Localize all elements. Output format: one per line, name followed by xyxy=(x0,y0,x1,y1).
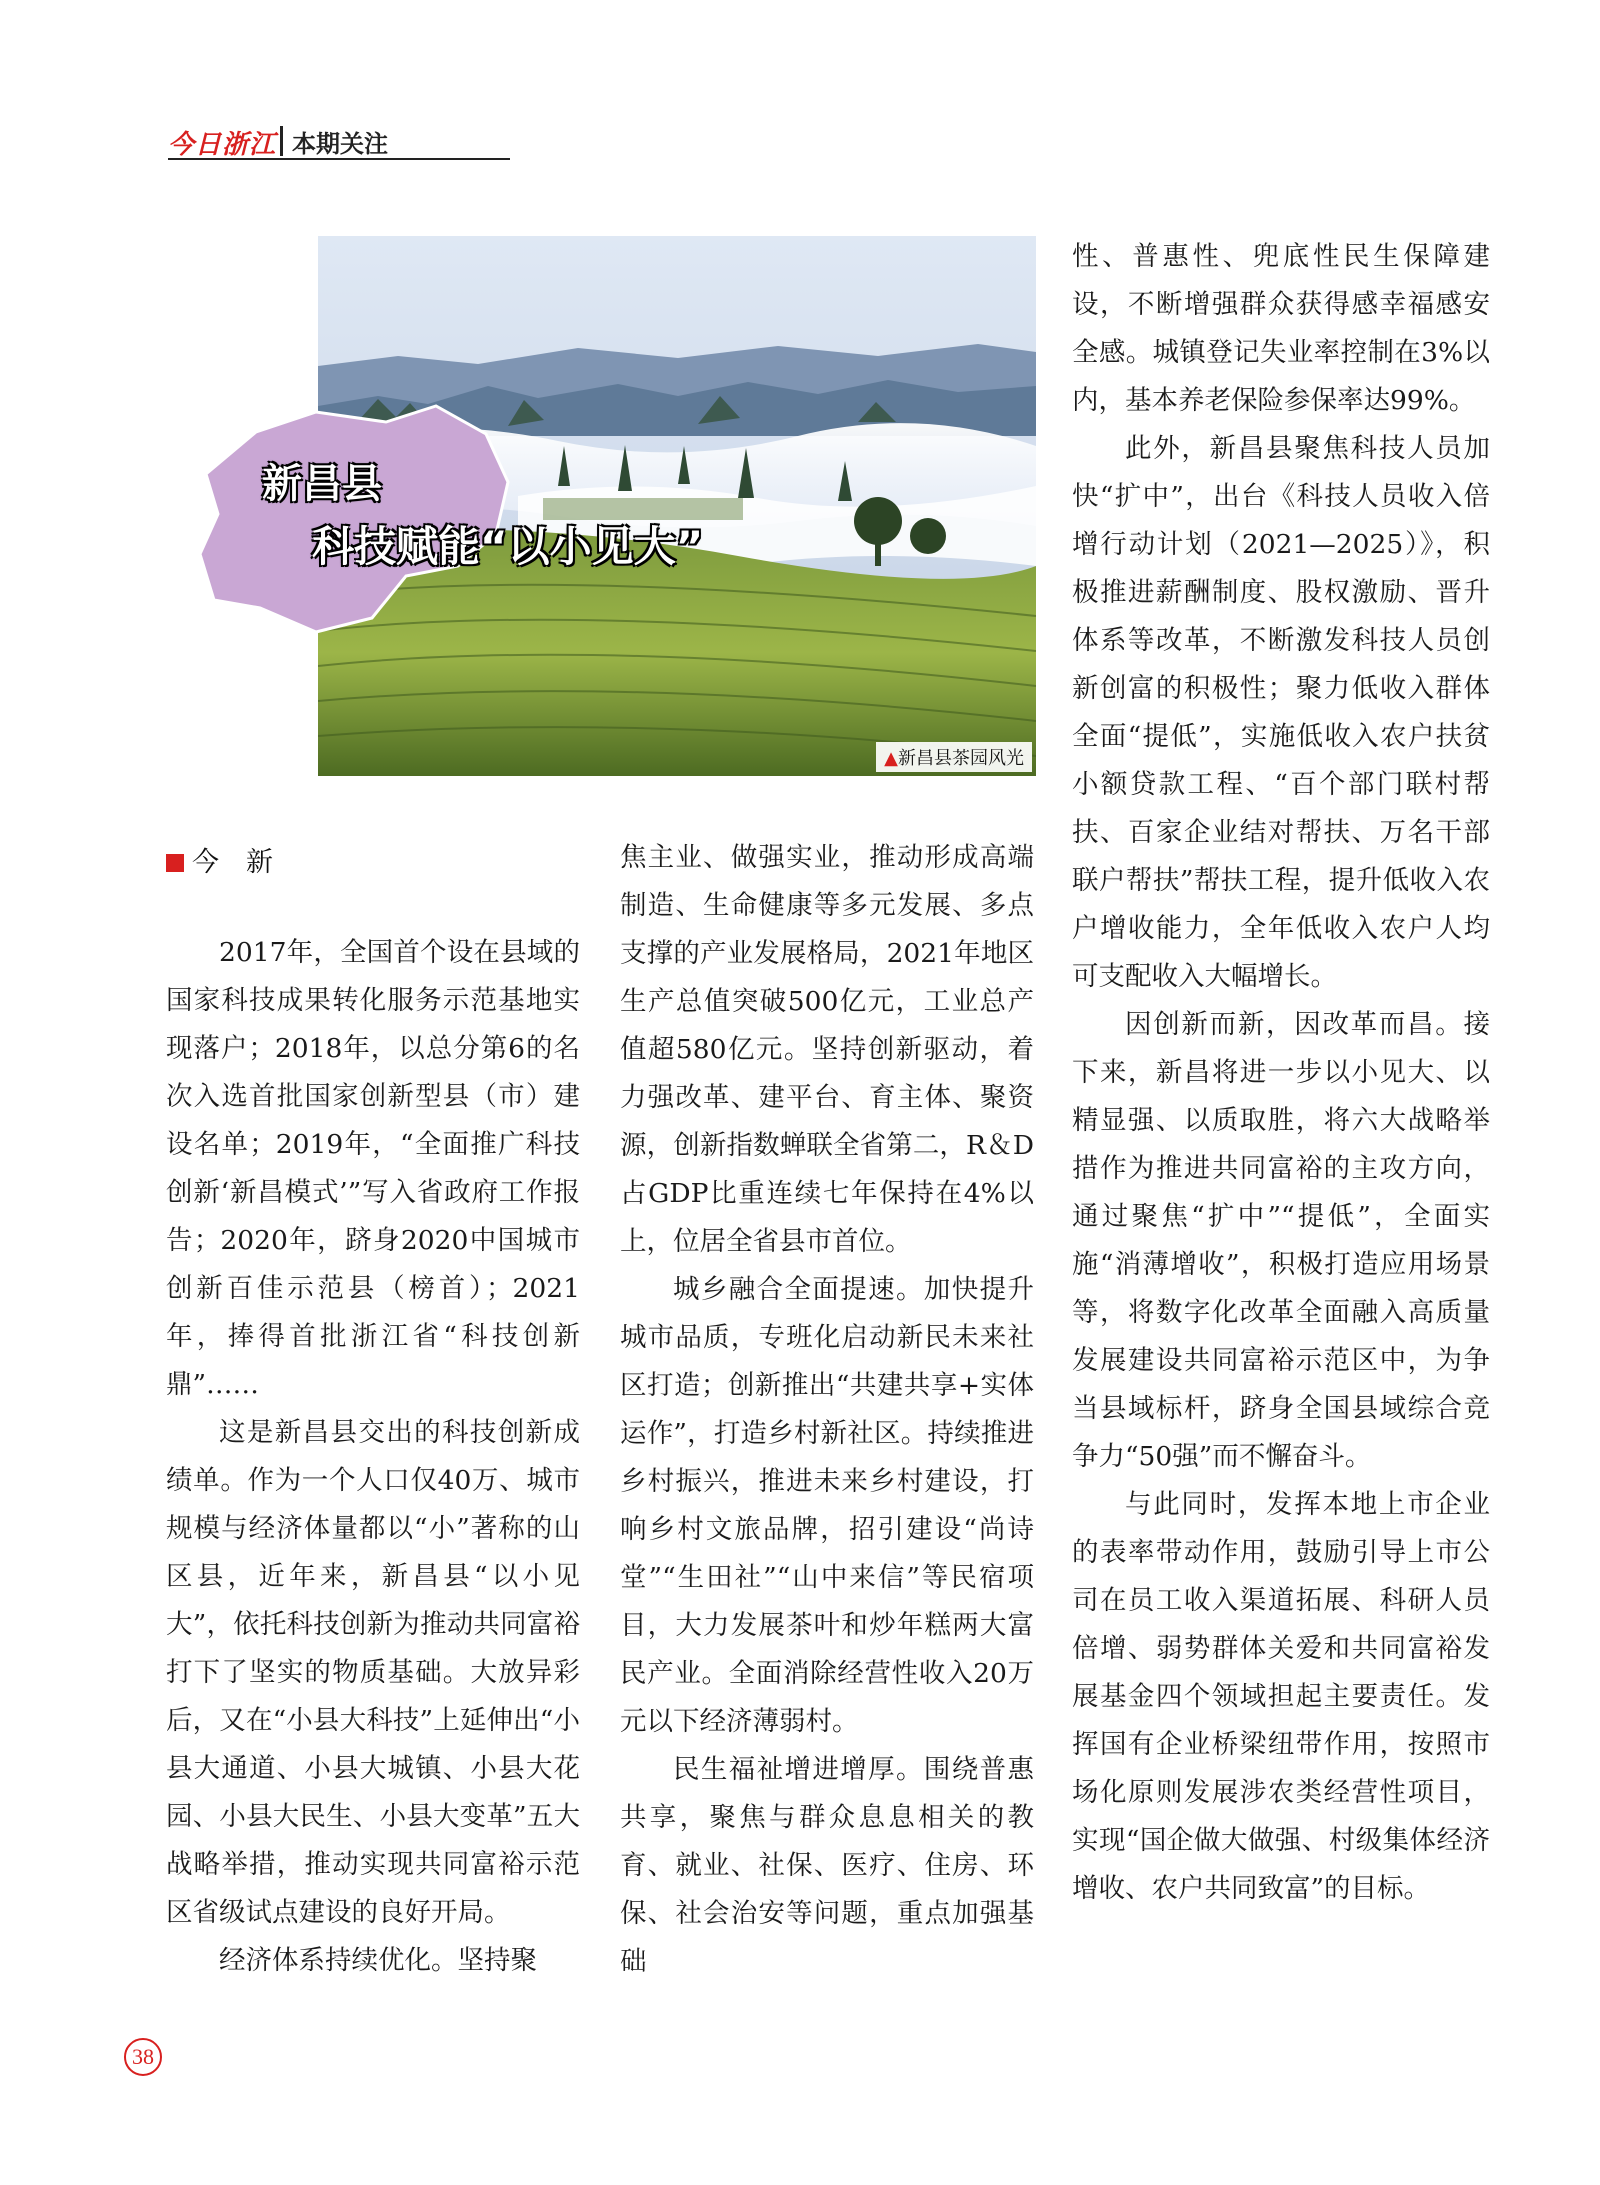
article-column-2 xyxy=(620,834,1034,1986)
paragraph: 此外，新昌县聚焦科技人员加快“扩中”，出台《科技人员收入倍增行动计划（2021—2025）》，积极推进薪酬制度、股权激励、晋升体系等改革，不断激发科技人员创新创富的积极性；聚力低收入群体全面“提低”，实施低收入农户扶贫小额贷款工程、“百个部门联村帮扶、百家企业结对帮扶、万名干部联户帮扶”帮扶工程，提升低收入农户增收能力，全年低收入农户人均可支配收入大幅增长。 xyxy=(1072,433,1490,992)
subheading-lead: 城乡融合全面提速。 xyxy=(673,1274,924,1305)
page-header xyxy=(168,124,510,160)
photo-caption xyxy=(876,742,1032,772)
header-divider xyxy=(280,126,283,156)
magazine-logo: 今日浙江 xyxy=(168,130,277,160)
headline-subtitle: 科技赋能“以小见大” xyxy=(312,522,704,571)
caption-text: 新昌县茶园风光 xyxy=(898,748,1024,769)
paragraph: 性、普惠性、兜底性民生保障建设，不断增强群众获得感幸福感安全感。城镇登记失业率控制在3%以内，基本养老保险参保率达99%。 xyxy=(1072,241,1490,416)
paragraph: 因创新而新，因改革而昌。接下来，新昌将进一步以小见大、以精显强、以质取胜，将六大战略举措作为推进共同富裕的主攻方向，通过聚焦“扩中”“提低”，全面实施“消薄增收”，积极打造应用场景等，将数字化改革全面融入高质量发展建设共同富裕示范区中，为争当县域标杆，跻身全国县域综合竞争力“50强”而不懈奋斗。 xyxy=(1072,1009,1490,1472)
caption-marker: ▲ xyxy=(884,748,898,769)
page-number: 38 xyxy=(124,2038,162,2076)
paragraph: 经济体系持续优化。坚持聚 xyxy=(219,1945,537,1976)
paragraph: 2017年，全国首个设在县域的国家科技成果转化服务示范基地实现落户；2018年，以总分第6的名次入选首批国家创新型县（市）建设名单；2019年，“全面推广科技创新‘新昌模式’”写入省政府工作报告；2020年，跻身2020中国城市创新百佳示范县（榜首）；2021年，捧得首批浙江省“科技创新鼎”…… xyxy=(166,937,580,1400)
article-column-3 xyxy=(1072,233,1490,1913)
paragraph: 民生福祉增进增厚。围绕普惠共享，聚焦与群众息息相关的教育、就业、社保、医疗、住房、环保、社会治安等问题，重点加强基础 xyxy=(620,1754,1034,1977)
paragraph: 与此同时，发挥本地上市企业的表率带动作用，鼓励引导上市公司在员工收入渠道拓展、科研人员倍增、弱势群体关爱和共同富裕发展基金四个领域担起主要责任。发挥国有企业桥梁纽带作用，按照市场化原则发展涉农类经营性项目，实现“国企做大做强、村级集体经济增收、农户共同致富”的目标。 xyxy=(1072,1489,1490,1904)
subheading-lead: 经济体系持续优化。 xyxy=(219,1945,458,1976)
paragraph: 焦主业、做强实业，推动形成高端制造、生命健康等多元发展、多点支撑的产业发展格局，2021年地区生产总值突破500亿元，工业总产值超580亿元。坚持创新驱动，着力强改革、建平台、育主体、聚资源，创新指数蝉联全省第二，R＆D占GDP比重连续七年保持在4%以上，位居全省县市首位。 xyxy=(620,842,1034,1257)
author-byline xyxy=(166,840,273,879)
section-label: 本期关注 xyxy=(292,130,388,158)
red-square-icon xyxy=(166,854,184,872)
author-name: 今 新 xyxy=(192,847,273,878)
subheading-lead: 民生福祉增进增厚。 xyxy=(673,1754,924,1785)
article-column-1 xyxy=(166,929,580,1985)
headline-county: 新昌县 xyxy=(262,461,382,507)
paragraph: 城乡融合全面提速。加快提升城市品质，专班化启动新民未来社区打造；创新推出“共建共享+实体运作”，打造乡村新社区。持续推进乡村振兴，推进未来乡村建设，打响乡村文旅品牌，招引建设“尚诗堂”“生田社”“山中来信”等民宿项目，大力发展茶叶和炒年糕两大富民产业。全面消除经营性收入20万元以下经济薄弱村。 xyxy=(620,1274,1034,1737)
paragraph: 这是新昌县交出的科技创新成绩单。作为一个人口仅40万、城市规模与经济体量都以“小”著称的山区县，近年来，新昌县“以小见大”，依托科技创新为推动共同富裕打下了坚实的物质基础。大放异彩后，又在“小县大科技”上延伸出“小县大通道、小县大城镇、小县大花园、小县大民生、小县大变革”五大战略举措，推动实现共同富裕示范区省级试点建设的良好开局。 xyxy=(166,1417,580,1928)
